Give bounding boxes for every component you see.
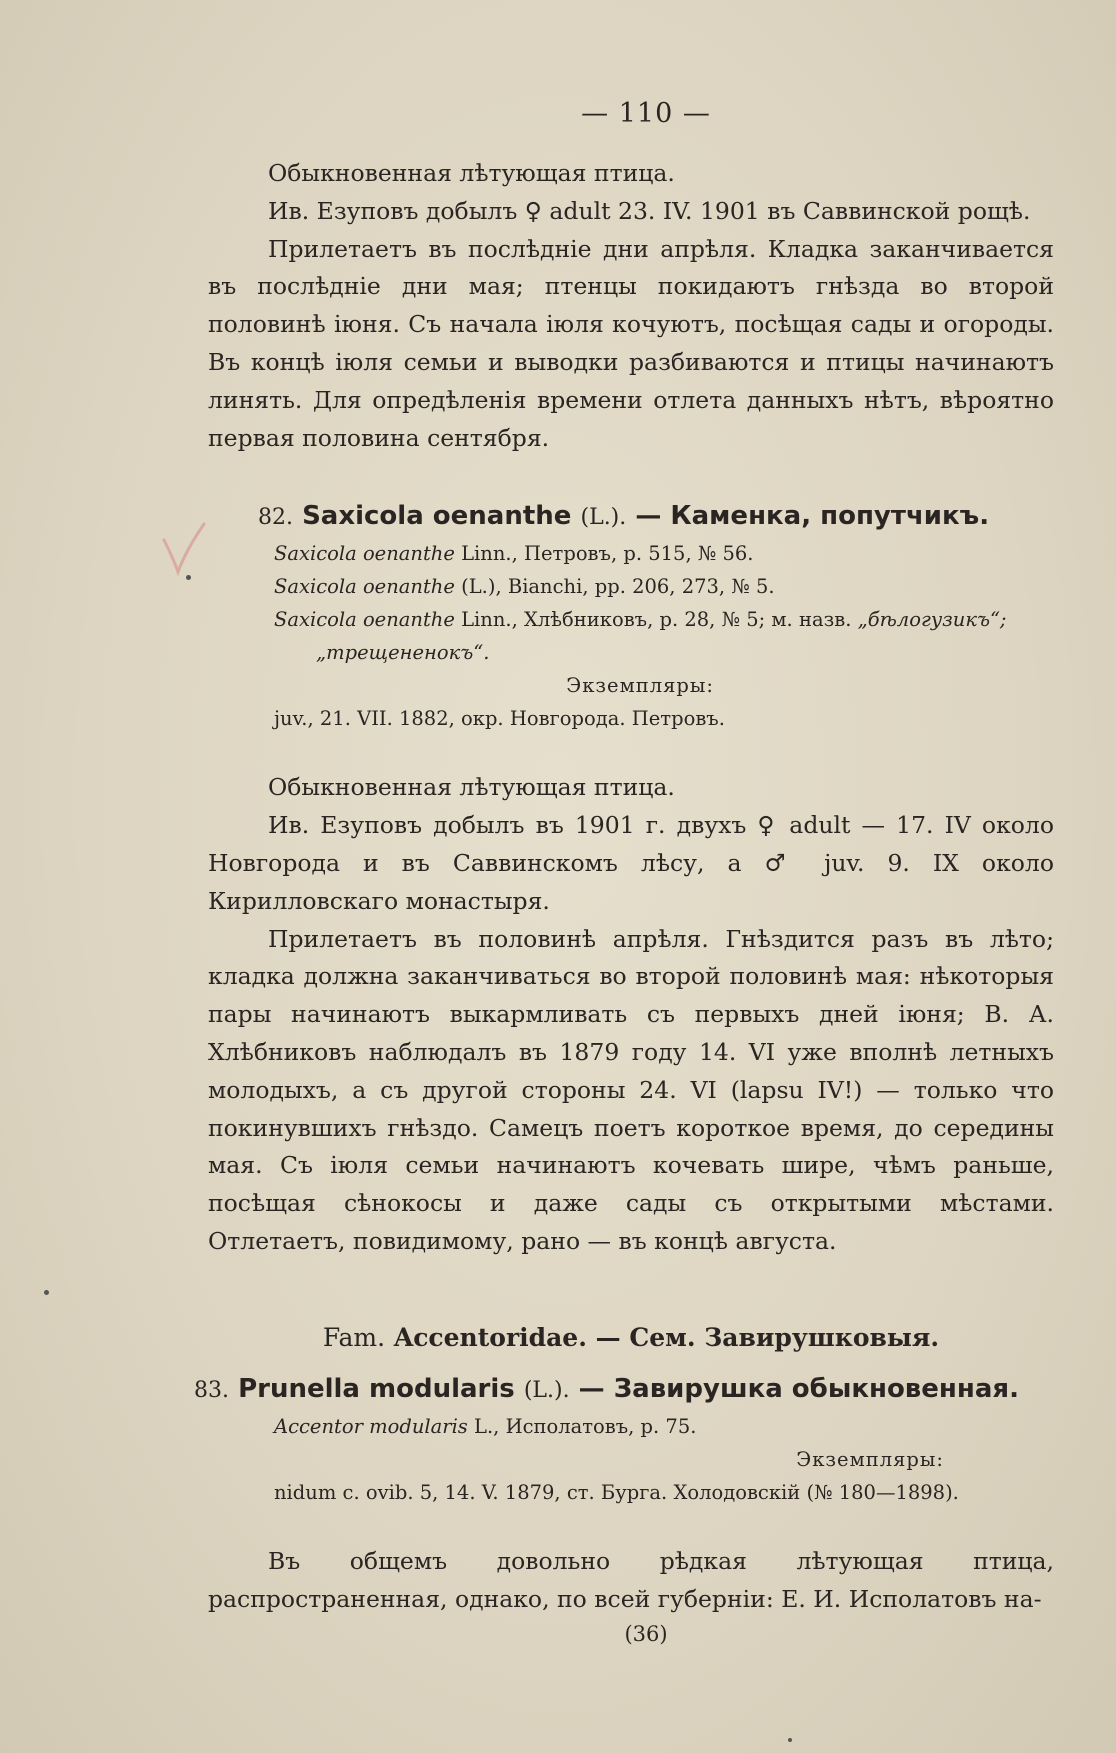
- paragraph: Въ общемъ довольно рѣдкая лѣтующая птица, распространенная, однако, по всей губерніи: Е. И. Исполатовъ на-: [208, 1546, 1054, 1613]
- paragraph: Обыкновенная лѣтующая птица.: [268, 773, 675, 802]
- species-latin-name: Saxicola oenanthe: [302, 501, 572, 532]
- species-heading-83: [194, 1374, 1054, 1404]
- specimen-line: juv., 21. VII. 1882, окр. Новгорода. Петровъ.: [274, 707, 725, 731]
- reference-line: Saxicola oenanthe Linn., Петровъ, p. 515, № 56.: [274, 542, 754, 566]
- references-83: [208, 1410, 1054, 1509]
- page-number: — 110 —: [581, 98, 711, 129]
- reference-line: Saxicola oenanthe Linn., Хлѣбниковъ, p. 28, № 5; м. назв. „бѣлогузикъ“;: [274, 608, 1007, 632]
- paragraph: Прилетаетъ въ половинѣ апрѣля. Гнѣздится разъ въ лѣто; кладка должна заканчиваться во второй половинѣ мая: нѣкоторыя пары начинаютъ выкармливать съ первыхъ дней іюня; В. А. Хлѣбниковъ наблюдалъ въ 1879 году 14. VI уже вполнѣ летныхъ молодыхъ, а съ другой стороны 24. VI (lapsu IV!) — только что покинувшихъ гнѣздо. Самецъ поетъ короткое время, до середины мая. Съ іюля семьи начинаютъ кочевать шире, чѣмъ раньше, посѣщая сѣнокосы и даже сады съ открытыми мѣстами. Отлетаетъ, повидимому, рано — въ концѣ августа.: [208, 924, 1054, 1255]
- paper-speck: [788, 1738, 792, 1742]
- species-heading-82: [208, 501, 1054, 531]
- references-82: [208, 537, 1054, 735]
- reference-line: Accentor modularis L., Исполатовъ, p. 75.: [274, 1414, 697, 1438]
- paper-speck: [44, 1290, 49, 1295]
- family-heading: Fam. Accentoridae. — Сем. Завирушковыя.: [322, 1322, 940, 1352]
- reference-continuation: „трещененокъ“.: [316, 641, 490, 665]
- specimen-line: nidum c. ovib. 5, 14. V. 1879, ст. Бурга. Холодовскій (№ 180—1898).: [274, 1480, 959, 1504]
- paragraph: Прилетаетъ въ послѣдніе дни апрѣля. Кладка заканчивается въ послѣдніе дни мая; птенцы покидаютъ гнѣзда во второй половинѣ іюня. Съ начала іюля кочуютъ, посѣщая сады и огороды. Въ концѣ іюля семьи и выводки разбиваются и птицы начинаютъ линять. Для опредѣленія времени отлета данныхъ нѣтъ, вѣроятно первая половина сентября.: [208, 234, 1054, 452]
- paragraph: Обыкновенная лѣтующая птица.: [268, 159, 675, 187]
- text-column: [194, 98, 1054, 1647]
- species-author: (L.).: [523, 1377, 570, 1403]
- species-author: (L.).: [580, 505, 627, 531]
- reference-line: Saxicola oenanthe (L.), Bianchi, pp. 206, 273, № 5.: [274, 575, 775, 599]
- species-number: 83.: [194, 1377, 229, 1403]
- species-common-name: — Каменка, попутчикъ.: [635, 501, 990, 532]
- species-common-name: — Завирушка обыкновенная.: [578, 1373, 1019, 1404]
- species-number: 82.: [258, 505, 293, 531]
- paper-speck: [186, 575, 191, 580]
- specimens-label: Экземпляры:: [566, 674, 714, 698]
- paragraph: Ив. Езуповъ добылъ въ 1901 г. двухъ ♀ adult — 17. IV около Новгорода и въ Саввинскомъ лѣсу, а ♂ juv. 9. IX около Кирилловскаго монастыря.: [208, 811, 1054, 915]
- specimens-label: Экземпляры:: [796, 1447, 944, 1471]
- paragraph: Ив. Езуповъ добылъ ♀ adult 23. IV. 1901 въ Саввинской рощѣ.: [268, 196, 1031, 225]
- species-latin-name: Prunella modularis: [238, 1373, 515, 1404]
- signature-number: (36): [624, 1622, 668, 1647]
